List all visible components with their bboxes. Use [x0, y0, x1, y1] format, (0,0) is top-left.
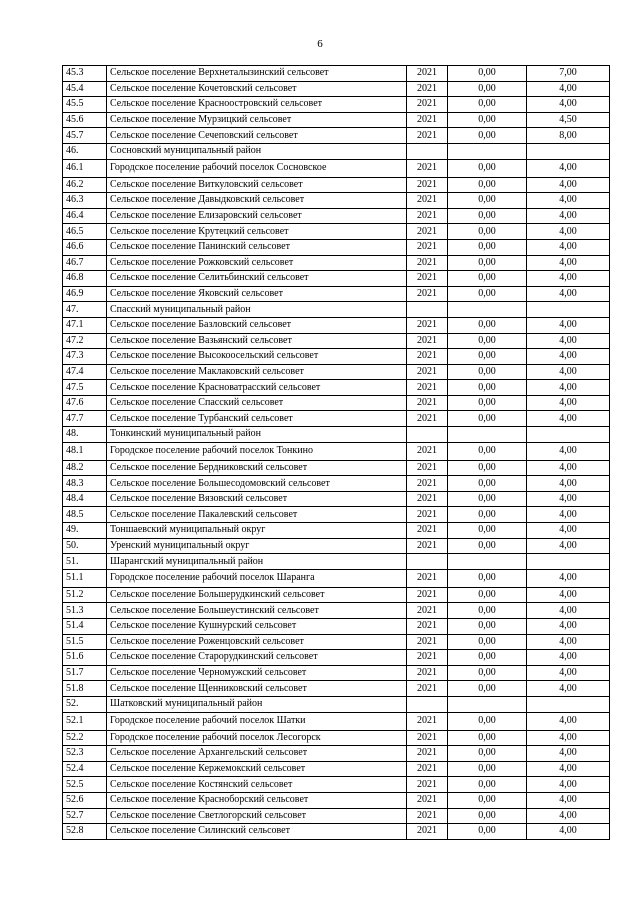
row-year — [407, 143, 448, 159]
row-year: 2021 — [407, 792, 448, 808]
row-value-2: 4,00 — [527, 792, 610, 808]
row-year: 2021 — [407, 177, 448, 193]
row-value-2: 4,00 — [527, 619, 610, 635]
row-name: Сельское поселение Большерудкинский сельсовет — [107, 587, 407, 603]
row-name: Сельское поселение Виткуловский сельсовет — [107, 177, 407, 193]
row-value-1: 0,00 — [448, 730, 527, 746]
row-number: 51.6 — [63, 650, 107, 666]
row-value-1: 0,00 — [448, 128, 527, 144]
row-value-1: 0,00 — [448, 650, 527, 666]
row-value-2: 4,00 — [527, 97, 610, 113]
row-number: 51.7 — [63, 665, 107, 681]
row-value-1: 0,00 — [448, 159, 527, 177]
row-value-2: 4,00 — [527, 761, 610, 777]
table-group-row — [63, 427, 610, 443]
row-number: 48. — [63, 427, 107, 443]
row-name: Сельское поселение Красноватрасский сельсовет — [107, 380, 407, 396]
row-number: 46.3 — [63, 193, 107, 209]
row-value-1: 0,00 — [448, 112, 527, 128]
table-row — [63, 712, 610, 730]
row-value-2: 4,00 — [527, 224, 610, 240]
row-value-1 — [448, 696, 527, 712]
table-row — [63, 255, 610, 271]
row-year — [407, 427, 448, 443]
row-name: Сельское поселение Кержемокский сельсовет — [107, 761, 407, 777]
row-number: 52.1 — [63, 712, 107, 730]
row-name: Сельское поселение Сечеповский сельсовет — [107, 128, 407, 144]
row-value-2: 4,00 — [527, 569, 610, 587]
row-value-1: 0,00 — [448, 761, 527, 777]
row-value-2: 4,00 — [527, 507, 610, 523]
row-number: 51.4 — [63, 619, 107, 635]
table-row — [63, 442, 610, 460]
table-row — [63, 650, 610, 666]
row-value-1: 0,00 — [448, 634, 527, 650]
row-name: Тоншаевский муниципальный округ — [107, 523, 407, 539]
row-value-1: 0,00 — [448, 712, 527, 730]
row-year: 2021 — [407, 523, 448, 539]
row-value-1: 0,00 — [448, 224, 527, 240]
row-value-2: 4,00 — [527, 442, 610, 460]
row-number: 46.2 — [63, 177, 107, 193]
row-number: 52. — [63, 696, 107, 712]
row-name: Сельское поселение Давыдковский сельсовет — [107, 193, 407, 209]
row-year: 2021 — [407, 619, 448, 635]
table-row — [63, 491, 610, 507]
table-row — [63, 112, 610, 128]
table-row — [63, 523, 610, 539]
row-number: 46.8 — [63, 271, 107, 287]
row-name: Сельское поселение Светлогорский сельсовет — [107, 808, 407, 824]
row-value-2 — [527, 427, 610, 443]
row-name: Сельское поселение Вязовский сельсовет — [107, 491, 407, 507]
row-number: 47.4 — [63, 364, 107, 380]
row-value-1: 0,00 — [448, 66, 527, 82]
table-group-row — [63, 696, 610, 712]
row-year: 2021 — [407, 746, 448, 762]
table-row — [63, 81, 610, 97]
row-year: 2021 — [407, 380, 448, 396]
row-name: Сосновский муниципальный район — [107, 143, 407, 159]
row-value-1: 0,00 — [448, 81, 527, 97]
row-value-2: 4,00 — [527, 364, 610, 380]
row-value-2: 4,00 — [527, 681, 610, 697]
table-row — [63, 460, 610, 476]
page-number: 6 — [317, 38, 323, 50]
row-name: Сельское поселение Старорудкинский сельсовет — [107, 650, 407, 666]
row-name: Шарангский муниципальный район — [107, 554, 407, 570]
row-name: Сельское поселение Мурзицкий сельсовет — [107, 112, 407, 128]
row-year — [407, 554, 448, 570]
row-name: Городское поселение рабочий поселок Шатки — [107, 712, 407, 730]
row-value-2: 4,00 — [527, 730, 610, 746]
row-value-2 — [527, 143, 610, 159]
row-value-1: 0,00 — [448, 333, 527, 349]
row-number: 46. — [63, 143, 107, 159]
row-number: 46.4 — [63, 208, 107, 224]
row-year: 2021 — [407, 97, 448, 113]
row-name: Уренский муниципальный округ — [107, 538, 407, 554]
row-value-1 — [448, 302, 527, 318]
row-value-2 — [527, 696, 610, 712]
row-name: Сельское поселение Селитьбинский сельсовет — [107, 271, 407, 287]
row-number: 47.3 — [63, 349, 107, 365]
row-value-1: 0,00 — [448, 792, 527, 808]
row-year: 2021 — [407, 460, 448, 476]
row-year: 2021 — [407, 81, 448, 97]
table-group-row — [63, 554, 610, 570]
row-value-1: 0,00 — [448, 271, 527, 287]
row-name: Сельское поселение Кочетовский сельсовет — [107, 81, 407, 97]
row-value-2: 4,00 — [527, 159, 610, 177]
row-name: Городское поселение рабочий поселок Лесогорск — [107, 730, 407, 746]
row-number: 48.1 — [63, 442, 107, 460]
row-value-1: 0,00 — [448, 442, 527, 460]
row-name: Сельское поселение Рожковский сельсовет — [107, 255, 407, 271]
table-row — [63, 587, 610, 603]
row-value-1: 0,00 — [448, 364, 527, 380]
row-name: Сельское поселение Крутецкий сельсовет — [107, 224, 407, 240]
row-number: 46.6 — [63, 239, 107, 255]
row-value-2: 4,00 — [527, 603, 610, 619]
row-name: Сельское поселение Щенниковский сельсовет — [107, 681, 407, 697]
row-value-2: 4,00 — [527, 271, 610, 287]
row-year: 2021 — [407, 442, 448, 460]
row-value-2 — [527, 554, 610, 570]
row-year: 2021 — [407, 349, 448, 365]
table-row — [63, 97, 610, 113]
row-year: 2021 — [407, 224, 448, 240]
row-value-1 — [448, 143, 527, 159]
table-row — [63, 619, 610, 635]
table-row — [63, 538, 610, 554]
row-value-2: 4,00 — [527, 333, 610, 349]
row-value-2: 4,00 — [527, 411, 610, 427]
row-year: 2021 — [407, 193, 448, 209]
row-name: Городское поселение рабочий поселок Сосновское — [107, 159, 407, 177]
row-value-2: 4,00 — [527, 650, 610, 666]
row-value-1: 0,00 — [448, 208, 527, 224]
row-number: 51.2 — [63, 587, 107, 603]
row-value-2: 4,00 — [527, 491, 610, 507]
row-name: Сельское поселение Кушнурский сельсовет — [107, 619, 407, 635]
table-row — [63, 317, 610, 333]
row-name: Сельское поселение Бердниковский сельсовет — [107, 460, 407, 476]
data-table — [62, 65, 610, 840]
row-value-1: 0,00 — [448, 808, 527, 824]
row-year: 2021 — [407, 777, 448, 793]
row-year: 2021 — [407, 712, 448, 730]
row-year: 2021 — [407, 681, 448, 697]
table-row — [63, 681, 610, 697]
row-name: Сельское поселение Высокоосельский сельсовет — [107, 349, 407, 365]
row-name: Сельское поселение Маклаковский сельсовет — [107, 364, 407, 380]
table-row — [63, 824, 610, 840]
row-value-2: 4,00 — [527, 665, 610, 681]
row-value-2: 4,00 — [527, 317, 610, 333]
row-value-1: 0,00 — [448, 523, 527, 539]
row-year: 2021 — [407, 239, 448, 255]
row-number: 52.3 — [63, 746, 107, 762]
table-row — [63, 395, 610, 411]
table-row — [63, 746, 610, 762]
row-number: 48.4 — [63, 491, 107, 507]
row-year: 2021 — [407, 333, 448, 349]
row-number: 45.6 — [63, 112, 107, 128]
row-name: Сельское поселение Яковский сельсовет — [107, 286, 407, 302]
row-name: Сельское поселение Костянский сельсовет — [107, 777, 407, 793]
row-value-1: 0,00 — [448, 665, 527, 681]
row-year: 2021 — [407, 665, 448, 681]
row-value-1: 0,00 — [448, 587, 527, 603]
row-year: 2021 — [407, 66, 448, 82]
row-year: 2021 — [407, 730, 448, 746]
row-value-1: 0,00 — [448, 411, 527, 427]
row-year: 2021 — [407, 364, 448, 380]
row-number: 51.1 — [63, 569, 107, 587]
row-year: 2021 — [407, 411, 448, 427]
row-year: 2021 — [407, 271, 448, 287]
row-name: Сельское поселение Силинский сельсовет — [107, 824, 407, 840]
row-name: Сельское поселение Турбанский сельсовет — [107, 411, 407, 427]
row-name: Сельское поселение Роженцовский сельсовет — [107, 634, 407, 650]
row-year: 2021 — [407, 317, 448, 333]
row-year: 2021 — [407, 159, 448, 177]
row-value-1: 0,00 — [448, 177, 527, 193]
row-number: 47.6 — [63, 395, 107, 411]
row-year — [407, 696, 448, 712]
row-value-1 — [448, 554, 527, 570]
table-row — [63, 777, 610, 793]
table-row — [63, 569, 610, 587]
table-row — [63, 730, 610, 746]
row-value-2: 4,00 — [527, 81, 610, 97]
row-value-1: 0,00 — [448, 603, 527, 619]
row-value-1: 0,00 — [448, 824, 527, 840]
row-name: Сельское поселение Большесодомовский сельсовет — [107, 476, 407, 492]
row-value-2: 7,00 — [527, 66, 610, 82]
row-name: Сельское поселение Красноборский сельсовет — [107, 792, 407, 808]
row-number: 52.8 — [63, 824, 107, 840]
row-year: 2021 — [407, 112, 448, 128]
row-year: 2021 — [407, 824, 448, 840]
row-number: 46.5 — [63, 224, 107, 240]
row-value-1: 0,00 — [448, 507, 527, 523]
row-value-1: 0,00 — [448, 460, 527, 476]
row-value-1 — [448, 427, 527, 443]
row-number: 47. — [63, 302, 107, 318]
row-value-2: 4,00 — [527, 746, 610, 762]
row-name: Сельское поселение Базловский сельсовет — [107, 317, 407, 333]
row-name: Городское поселение рабочий поселок Шаранга — [107, 569, 407, 587]
row-name: Сельское поселение Спасский сельсовет — [107, 395, 407, 411]
row-name: Сельское поселение Пакалевский сельсовет — [107, 507, 407, 523]
row-number: 51.3 — [63, 603, 107, 619]
row-number: 45.7 — [63, 128, 107, 144]
row-name: Городское поселение рабочий поселок Тонкино — [107, 442, 407, 460]
table-group-row — [63, 302, 610, 318]
row-name: Сельское поселение Черномужский сельсовет — [107, 665, 407, 681]
row-value-2: 4,00 — [527, 634, 610, 650]
row-year: 2021 — [407, 587, 448, 603]
row-value-1: 0,00 — [448, 317, 527, 333]
table-row — [63, 364, 610, 380]
row-year: 2021 — [407, 603, 448, 619]
table-row — [63, 507, 610, 523]
table-row — [63, 792, 610, 808]
row-number: 51. — [63, 554, 107, 570]
table-row — [63, 665, 610, 681]
row-number: 46.9 — [63, 286, 107, 302]
row-value-2: 4,00 — [527, 523, 610, 539]
row-name: Сельское поселение Красноостровский сельсовет — [107, 97, 407, 113]
row-year: 2021 — [407, 286, 448, 302]
row-number: 49. — [63, 523, 107, 539]
row-name: Сельское поселение Большеустинский сельсовет — [107, 603, 407, 619]
row-year: 2021 — [407, 761, 448, 777]
table-row — [63, 349, 610, 365]
row-year: 2021 — [407, 569, 448, 587]
table-row — [63, 208, 610, 224]
table-row — [63, 333, 610, 349]
row-year: 2021 — [407, 538, 448, 554]
row-value-1: 0,00 — [448, 476, 527, 492]
row-value-2: 8,00 — [527, 128, 610, 144]
row-year: 2021 — [407, 128, 448, 144]
row-year: 2021 — [407, 808, 448, 824]
row-number: 52.7 — [63, 808, 107, 824]
row-year: 2021 — [407, 507, 448, 523]
table-row — [63, 66, 610, 82]
row-value-2: 4,00 — [527, 824, 610, 840]
row-value-2: 4,00 — [527, 587, 610, 603]
row-value-1: 0,00 — [448, 193, 527, 209]
row-number: 48.5 — [63, 507, 107, 523]
row-number: 52.4 — [63, 761, 107, 777]
row-value-1: 0,00 — [448, 777, 527, 793]
row-name: Спасский муниципальный район — [107, 302, 407, 318]
row-name: Сельское поселение Вазьянский сельсовет — [107, 333, 407, 349]
row-number: 45.3 — [63, 66, 107, 82]
row-number: 50. — [63, 538, 107, 554]
table-row — [63, 128, 610, 144]
row-year: 2021 — [407, 208, 448, 224]
row-value-2: 4,00 — [527, 476, 610, 492]
row-year — [407, 302, 448, 318]
row-value-1: 0,00 — [448, 286, 527, 302]
row-number: 48.2 — [63, 460, 107, 476]
table-row — [63, 271, 610, 287]
row-number: 46.7 — [63, 255, 107, 271]
row-value-1: 0,00 — [448, 395, 527, 411]
row-value-2: 4,00 — [527, 777, 610, 793]
row-value-1: 0,00 — [448, 538, 527, 554]
row-value-1: 0,00 — [448, 746, 527, 762]
table-row — [63, 224, 610, 240]
row-value-2: 4,00 — [527, 395, 610, 411]
row-value-2: 4,00 — [527, 255, 610, 271]
row-number: 47.5 — [63, 380, 107, 396]
row-number: 45.4 — [63, 81, 107, 97]
row-value-1: 0,00 — [448, 569, 527, 587]
row-value-2 — [527, 302, 610, 318]
row-value-2: 4,00 — [527, 808, 610, 824]
row-number: 52.5 — [63, 777, 107, 793]
table-row — [63, 761, 610, 777]
row-value-2: 4,00 — [527, 286, 610, 302]
row-value-2: 4,00 — [527, 712, 610, 730]
table-row — [63, 476, 610, 492]
row-value-2: 4,00 — [527, 380, 610, 396]
row-number: 45.5 — [63, 97, 107, 113]
row-name: Тонкинский муниципальный район — [107, 427, 407, 443]
row-number: 48.3 — [63, 476, 107, 492]
row-value-1: 0,00 — [448, 681, 527, 697]
row-name: Сельское поселение Верхнеталызинский сельсовет — [107, 66, 407, 82]
row-value-1: 0,00 — [448, 97, 527, 113]
row-year: 2021 — [407, 395, 448, 411]
row-value-2: 4,00 — [527, 349, 610, 365]
row-name: Шатковский муниципальный район — [107, 696, 407, 712]
row-value-1: 0,00 — [448, 255, 527, 271]
row-number: 46.1 — [63, 159, 107, 177]
row-value-1: 0,00 — [448, 380, 527, 396]
row-value-2: 4,00 — [527, 177, 610, 193]
row-number: 52.2 — [63, 730, 107, 746]
row-name: Сельское поселение Панинский сельсовет — [107, 239, 407, 255]
row-number: 47.7 — [63, 411, 107, 427]
row-number: 47.2 — [63, 333, 107, 349]
row-year: 2021 — [407, 634, 448, 650]
table-row — [63, 603, 610, 619]
table-row — [63, 159, 610, 177]
table-row — [63, 411, 610, 427]
row-value-1: 0,00 — [448, 619, 527, 635]
table-row — [63, 177, 610, 193]
table-group-row — [63, 143, 610, 159]
row-year: 2021 — [407, 650, 448, 666]
row-value-2: 4,50 — [527, 112, 610, 128]
table-row — [63, 239, 610, 255]
row-value-1: 0,00 — [448, 349, 527, 365]
table-row — [63, 634, 610, 650]
table-row — [63, 286, 610, 302]
table-row — [63, 808, 610, 824]
row-number: 51.8 — [63, 681, 107, 697]
row-name: Сельское поселение Елизаровский сельсовет — [107, 208, 407, 224]
table-body — [63, 66, 610, 840]
row-number: 51.5 — [63, 634, 107, 650]
row-value-2: 4,00 — [527, 460, 610, 476]
row-year: 2021 — [407, 255, 448, 271]
row-value-2: 4,00 — [527, 193, 610, 209]
row-value-2: 4,00 — [527, 208, 610, 224]
table-row — [63, 193, 610, 209]
row-value-1: 0,00 — [448, 491, 527, 507]
row-value-1: 0,00 — [448, 239, 527, 255]
table-row — [63, 380, 610, 396]
row-year: 2021 — [407, 476, 448, 492]
row-number: 47.1 — [63, 317, 107, 333]
row-value-2: 4,00 — [527, 239, 610, 255]
row-year: 2021 — [407, 491, 448, 507]
row-name: Сельское поселение Архангельский сельсовет — [107, 746, 407, 762]
row-number: 52.6 — [63, 792, 107, 808]
row-value-2: 4,00 — [527, 538, 610, 554]
